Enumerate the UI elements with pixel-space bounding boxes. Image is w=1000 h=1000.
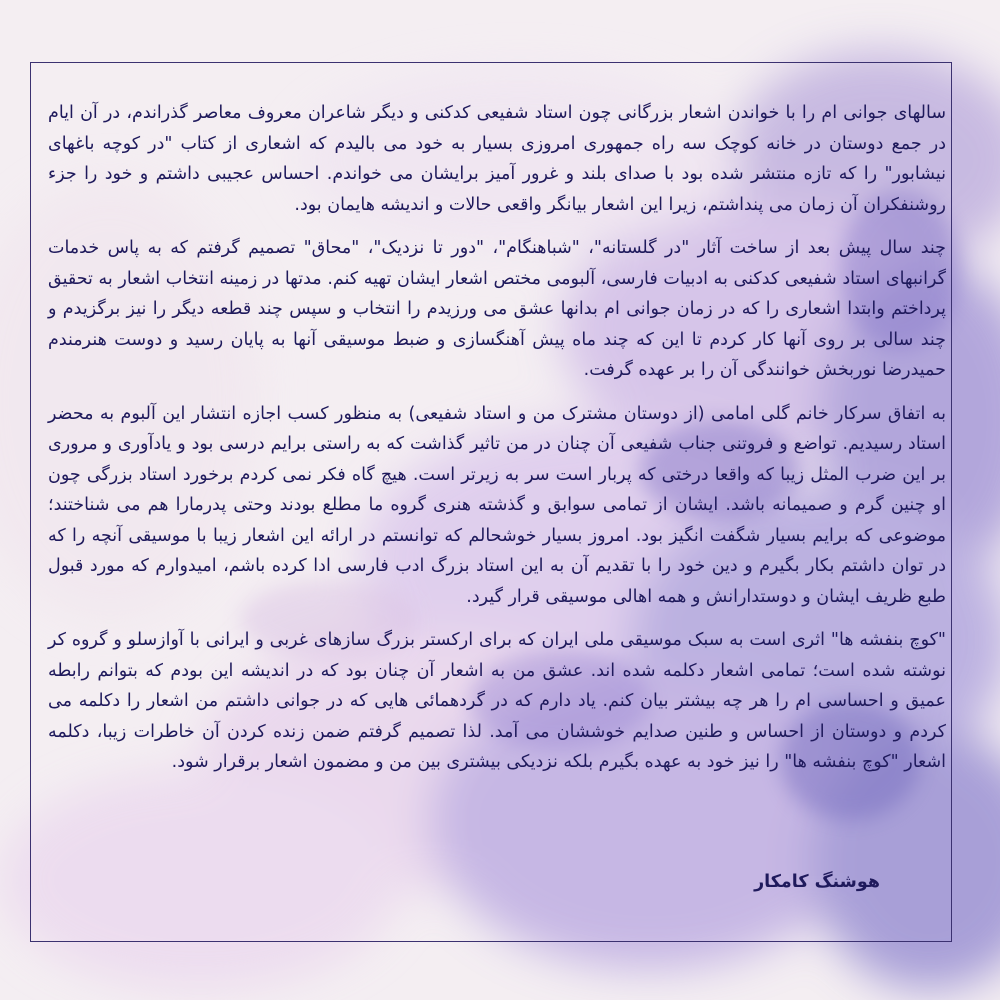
paragraph-1: سالهای جوانی ام را با خواندن اشعار بزرگانی چون استاد شفیعی کدکنی و دیگر شاعران معروف معاصر گذراندم، در آن ایام در جمع دوستان در خانه کوچک سه راه جمهوری امروزی بسیار به خود می بالیدم که اشعاری از کتاب "در کوچه باغهای نیشابور" را که تازه منتشر شده بود با صدای بلند و غرور آمیز برایشان می خواندم. احساس عجیبی داشتم و خود را جزء روشنفکران آن زمان می پنداشتم، زیرا این اشعار بیانگر واقعی حالات و اندیشه هایمان بود.	[48, 103, 946, 215]
article-body	[48, 98, 946, 791]
paragraph-3: به اتفاق سرکار خانم گلی امامی (از دوستان مشترک من و استاد شفیعی) به منظور کسب اجازه انتشار این آلبوم به محضر استاد رسیدیم. تواضع و فروتنی جناب شفیعی آن چنان در من تاثیر گذاشت که به راستی برایم درسی بود و یادآوری و مروری بر این ضرب المثل زیبا که واقعا درختی که پربار است سر به زیرتر است. هیچ گاه فکر نمی کردم برخورد استاد بزرگی چون او چنین گرم و صمیمانه باشد. ایشان از تمامی سوابق و گذشته هنری گروه ما مطلع بودند وحتی پدرمارا هم می شناختند؛ موضوعی که برایم بسیار شگفت انگیز بود. امروز بسیار خوشحالم که توانستم در ارائه این اشعار زیبا با موسیقی آنچه را که در توان داشتم بکار بگیرم و دین خود را با تقدیم آن به این استاد بزرگ ادب فارسی ادا کرده باشم، امیدوارم که مورد قبول طبع ظریف ایشان و دوستدارانش و همه اهالی موسیقی قرار گیرد.	[48, 403, 946, 607]
paragraph-4: "کوچ بنفشه ها" اثری است به سبک موسیقی ملی ایران که برای ارکستر بزرگ سازهای غربی و ایرانی با آوازسلو و گروه کر نوشته شده است؛ تمامی اشعار دکلمه شده اند. عشق من به اشعار آن چنان بود که در اندیشه این بودم که بتوانم رابطه عمیق و احساسی ام را هر چه بیشتر بیان کنم. یاد دارم که در گردهمائی هایی که در جوانی داشتم من اشعار را دکلمه می کردم و دوستان از احساس و طنین صدایم خوششان می آمد. لذا تصمیم گرفتم ضمن زنده کردن آن خاطرات زیبا، دکلمه اشعار "کوچ بنفشه ها" را نیز خود به عهده بگیرم بلکه نزدیکی بیشتری بین من و مضمون اشعار برقرار شود.	[48, 630, 946, 772]
paragraph-2: چند سال پیش بعد از ساخت آثار "در گلستانه"، "شباهنگام"، "دور تا نزدیک"، "محاق" تصمیم گرفتم که به پاس خدمات گرانبهای استاد شفیعی کدکنی به ادبیات فارسی، آلبومی مختص اشعار ایشان تهیه کنم. مدتها در زمینه انتخاب اشعار به تحقیق پرداختم وابتدا اشعاری را که در زمان جوانی ام بدانها عشق می ورزیدم را انتخاب و سپس چند قطعه دیگر را نیز برگزیدم و چند سالی بر روی آنها کار کردم تا این که چند ماه پیش آهنگسازی و ضبط موسیقی آنها به پایان رسید و دوست هنرمندم حمیدرضا نوربخش خوانندگی آن را بر عهده گرفت.	[48, 238, 946, 380]
author-signature: هوشنگ کامکار	[754, 872, 880, 892]
